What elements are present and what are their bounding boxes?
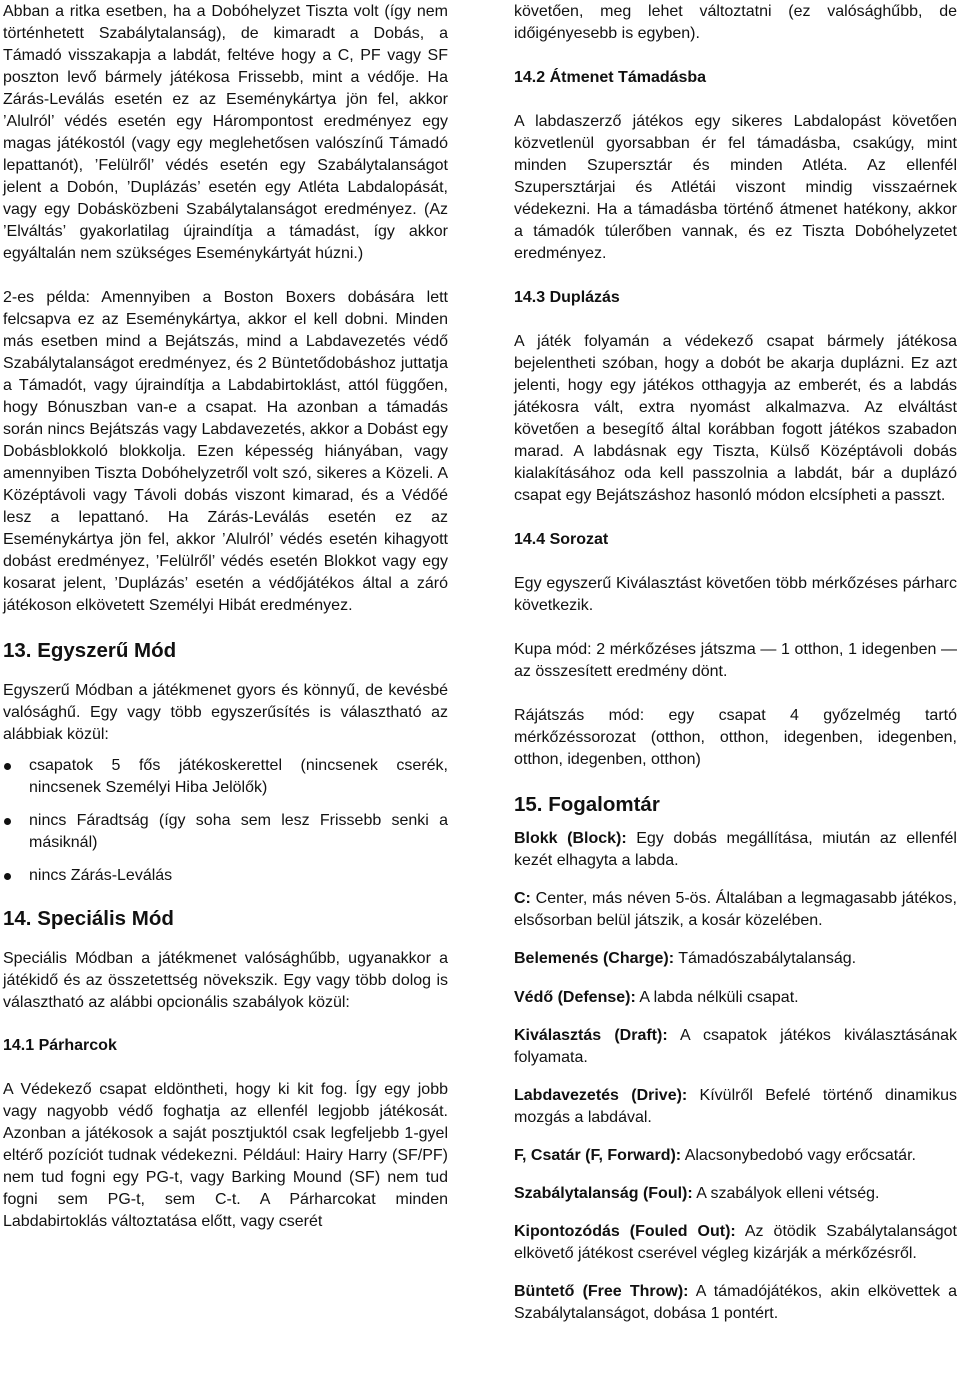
glossary-entry: C: Center, más néven 5-ös. Általában a legmagasabb játékos, elsősorban belül játszik, a kosár közelében.: [514, 890, 957, 929]
glossary-entry: Belemenés (Charge): Támadószabálytalanság.: [514, 950, 857, 967]
bullet-icon: [4, 873, 11, 880]
list-item: nincs Fáradtság (így soha sem lesz Frissebb senki a másiknál): [3, 810, 448, 854]
glossary-entry: Blokk (Block): Egy dobás megállítása, miután az ellenfél kezét elhagyta a labda.: [514, 830, 957, 869]
paragraph: követően, meg lehet változtatni (ez valósághűbb, de időigényesebb is egyben).: [514, 3, 957, 42]
paragraph: Abban a ritka esetben, ha a Dobóhelyzet Tiszta volt (így nem történhetett Szabálytalanság), de kimaradt a Dobás, a Támadó visszakapja a labdát, feltéve hogy a C, PF vagy SF poszton levő bármely játékosa Frissebb, mint a védője. Ha Zárás-Leválás esetén ez az Eseménykártya jön fel, akkor ’Alulról’ védés esetén egy Hárompontost eredményez egy magas játékostól (vagy egy meglehetősen valószínű Támadó lepattanót), ’Felülről’ védés esetén egy Szabálytalanságot jelent a Dobón, ’Duplázás’ esetén egy Atléta Labdalopását, vagy egy Dobásközbeni Szabálytalanságot eredményez. (Az ’Elváltás’ gyakorlatilag újraindítja a támadást, így akkor egyáltalán nem szükséges Eseménykártyát húzni.): [3, 3, 448, 262]
paragraph: A Védekező csapat eldöntheti, hogy ki kit fog. Így egy jobb vagy nagyobb védő foghatja az ellenfél legjobb játékosát. Azonban a játékosok a saját posztjuktól csak legfeljebb 1-gyel eltérő pozíciót tudnak védekezni. Például: Hairy Harry (SF/PF) nem tud fogni egy PG-t, vagy Barking Mound (SF) nem tud fogni sem PG-t, sem C-t. A Párharcokat minden Labdabirtoklás változtatása előtt, vagy cserét: [3, 1081, 448, 1230]
glossary-entry: F, Csatár (F, Forward): Alacsonybedobó vagy erőcsatár.: [514, 1147, 916, 1164]
list-item: csapatok 5 fős játékoskerettel (nincsenek cserék, nincsenek Személyi Hiba Jelölők): [3, 755, 448, 799]
left-column: [3, 0, 448, 1233]
glossary-entry: Kipontozódás (Fouled Out): Az ötödik Szabálytalanságot elkövető játékost cserével végleg kizárják a mérkőzésről.: [514, 1223, 958, 1262]
paragraph: Speciális Módban a játékmenet valósághűbb, ugyanakkor a játékidő és az összetettség növekszik. Egy vagy több dolog is választható az alábbi opcionális szabályok közül:: [3, 950, 448, 1011]
glossary-entry: Védő (Defense): A labda nélküli csapat.: [514, 989, 799, 1006]
subsection-heading-14-1: 14.1 Párharcok: [3, 1037, 117, 1054]
glossary-entry: Labdavezetés (Drive): Kívülről Befelé történő dinamikus mozgás a labdával.: [514, 1087, 958, 1126]
bullet-list: [3, 755, 448, 887]
section-heading-14: 14. Speciális Mód: [3, 907, 174, 930]
subsection-heading-14-4: 14.4 Sorozat: [514, 531, 609, 548]
section-heading-15: 15. Fogalomtár: [514, 793, 660, 816]
subsection-heading-14-2: 14.2 Átmenet Támadásba: [514, 69, 707, 86]
right-column: [514, 0, 957, 1325]
paragraph: Kupa mód: 2 mérkőzéses játszma — 1 otthon, 1 idegenben — az összesített eredmény dönt.: [514, 641, 957, 680]
paragraph: Rájátszás mód: egy csapat 4 győzelmég tartó mérkőzéssorozat (otthon, otthon, idegenben, idegenben, otthon, idegenben, otthon): [514, 707, 957, 768]
section-heading-13: 13. Egyszerű Mód: [3, 639, 177, 662]
bullet-icon: [4, 763, 11, 770]
glossary-entry: Kiválasztás (Draft): A csapatok játékos kiválasztásának folyamata.: [514, 1027, 957, 1066]
paragraph: Egyszerű Módban a játékmenet gyors és könnyű, de kevésbé valósághű. Egy vagy több egyszerűsítés is választható az alábbiak közül:: [3, 682, 448, 743]
paragraph: A játék folyamán a védekező csapat bármely játékosa bejelentheti szóban, hogy a dobót be akarja duplázni. Ez azt jelenti, hogy egy játékos otthagyja az emberét, és a labdás játékosra vált, extra nyomást alkalmazva. Az elváltást követően a besegítő által korábban fogott játékos szabadon marad. A labdásnak egy Tiszta, Külső Középtávoli dobás kialakításához oda kell passzolnia a labdát, bár a duplázó csapat egy Bejátszáshoz hasonló módon elcsípheti a passzt.: [514, 333, 957, 504]
glossary-entry: Szabálytalanság (Foul): A szabályok elleni vétség.: [514, 1185, 880, 1202]
paragraph: Egy egyszerű Kiválasztást követően több mérkőzéses párharc következik.: [514, 575, 957, 614]
glossary-entry: Büntető (Free Throw): A támadójátékos, akin elkövettek a Szabálytalanságot, dobása 1 pontért.: [514, 1283, 957, 1322]
bullet-icon: [4, 818, 11, 825]
paragraph: A labdaszerző játékos egy sikeres Labdalopást követően közvetlenül gyorsabban ér fel támadásba, csakúgy, mint minden Szupersztár és minden Atléta. Az ellenfél Szupersztárjai és Atlétái viszont mindig visszaérnek védekezni. Ha a támadásba történő átmenet hatékony, akkor a támadók túlerőben vannak, és ez Tiszta Dobóhelyzetet eredményez.: [514, 113, 957, 262]
list-item: nincs Zárás-Leválás: [3, 865, 448, 887]
paragraph: 2-es példa: Amennyiben a Boston Boxers dobására lett felcsapva ez az Eseménykártya, akkor el kell dobni. Minden más esetben mind a Bejátszás, mind a Labdavezetés védő Szabálytalanságot eredményez, és 2 Büntetődobáshoz juttatja a Támadót, vagy újraindítja a Labdabirtoklást, attól függően, hogy Bónuszban van-e a csapat. Ha azonban a támadás során nincs Bejátszás vagy Labdavezetés, akkor a Dobást egy Dobásblokkoló blokkolja. Ezen képesség hiányában, vagy amennyiben Tiszta Dobóhelyzetről volt szó, sikeres a Közeli. A Középtávoli vagy Távoli dobás viszont kimarad, és a Védőé lesz a lepattanó. Ha Zárás-Leválás esetén ez az Eseménykártya jön fel, akkor ’Alulról’ védés esetén kihagyott dobást eredményez, ’Felülről’ védés esetén Blokkot vagy egy kosarat jelent, ’Duplázás’ esetén a védőjátékos által a záró játékoson elkövetett Személyi Hibát eredményez.: [3, 289, 448, 614]
subsection-heading-14-3: 14.3 Duplázás: [514, 289, 620, 306]
